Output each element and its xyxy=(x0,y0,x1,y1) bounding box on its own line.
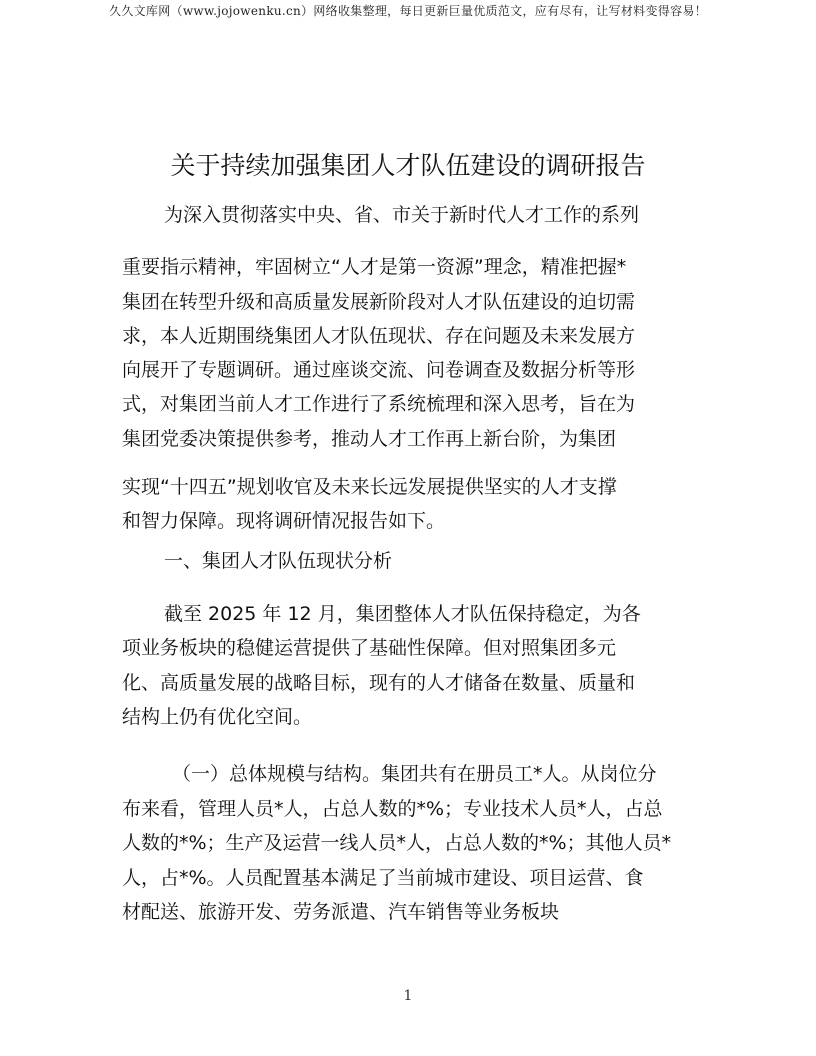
paragraph-line: 人，占*%。人员配置基本满足了当前城市建设、项目运营、食 xyxy=(122,867,644,889)
section-heading: 一、集团人才队伍现状分析 xyxy=(164,550,393,572)
paragraph-line: 截至 2025 年 12 月，集团整体人才队伍保持稳定，为各 xyxy=(164,603,641,625)
paragraph-line: 人数的*%；生产及运营一线人员*人，占总人数的*%；其他人员* xyxy=(122,832,672,854)
paragraph-line: 集团党委决策提供参考，推动人才工作再上新台阶，为集团 xyxy=(122,428,617,450)
paragraph-line: 化、高质量发展的战略目标，现有的人才储备在数量、质量和 xyxy=(122,672,636,694)
paragraph-line: 向展开了专题调研。通过座谈交流、问卷调查及数据分析等形 xyxy=(122,359,636,381)
paragraph-line: 和智力保障。现将调研情况报告如下。 xyxy=(122,510,446,532)
document-title: 关于持续加强集团人才队伍建设的调研报告 xyxy=(170,151,646,180)
paragraph-line: 为深入贯彻落实中央、省、市关于新时代人才工作的系列 xyxy=(164,204,640,226)
paragraph-line: 结构上仍有优化空间。 xyxy=(122,706,313,728)
paragraph-line: 式，对集团当前人才工作进行了系统梳理和深入思考，旨在为 xyxy=(122,393,636,415)
paragraph-line: 项业务板块的稳健运营提供了基础性保障。但对照集团多元 xyxy=(122,637,617,659)
paragraph-line: 实现“十四五”规划收官及未来长远发展提供坚实的人才支撑 xyxy=(122,476,617,498)
paragraph-line: 集团在转型升级和高质量发展新阶段对人才队伍建设的迫切需 xyxy=(122,291,636,313)
page-number: 1 xyxy=(403,988,413,1004)
paragraph-line: 布来看，管理人员*人，占总人数的*%；专业技术人员*人，占总 xyxy=(122,798,663,820)
paragraph-line: 重要指示精神，牢固树立“人才是第一资源”理念，精准把握* xyxy=(122,256,627,278)
paragraph-line: 材配送、旅游开发、劳务派遣、汽车销售等业务板块 xyxy=(122,901,560,923)
paragraph-line: 求，本人近期围绕集团人才队伍现状、存在问题及未来发展方 xyxy=(122,325,636,347)
subsection-line: （一）总体规模与结构。集团共有在册员工*人。从岗位分 xyxy=(172,763,657,785)
header-banner: 久久文库网（www.jojowenku.cn）网络收集整理，每日更新巨量优质范文，应有尽有，让写材料变得容易！ xyxy=(109,4,707,18)
